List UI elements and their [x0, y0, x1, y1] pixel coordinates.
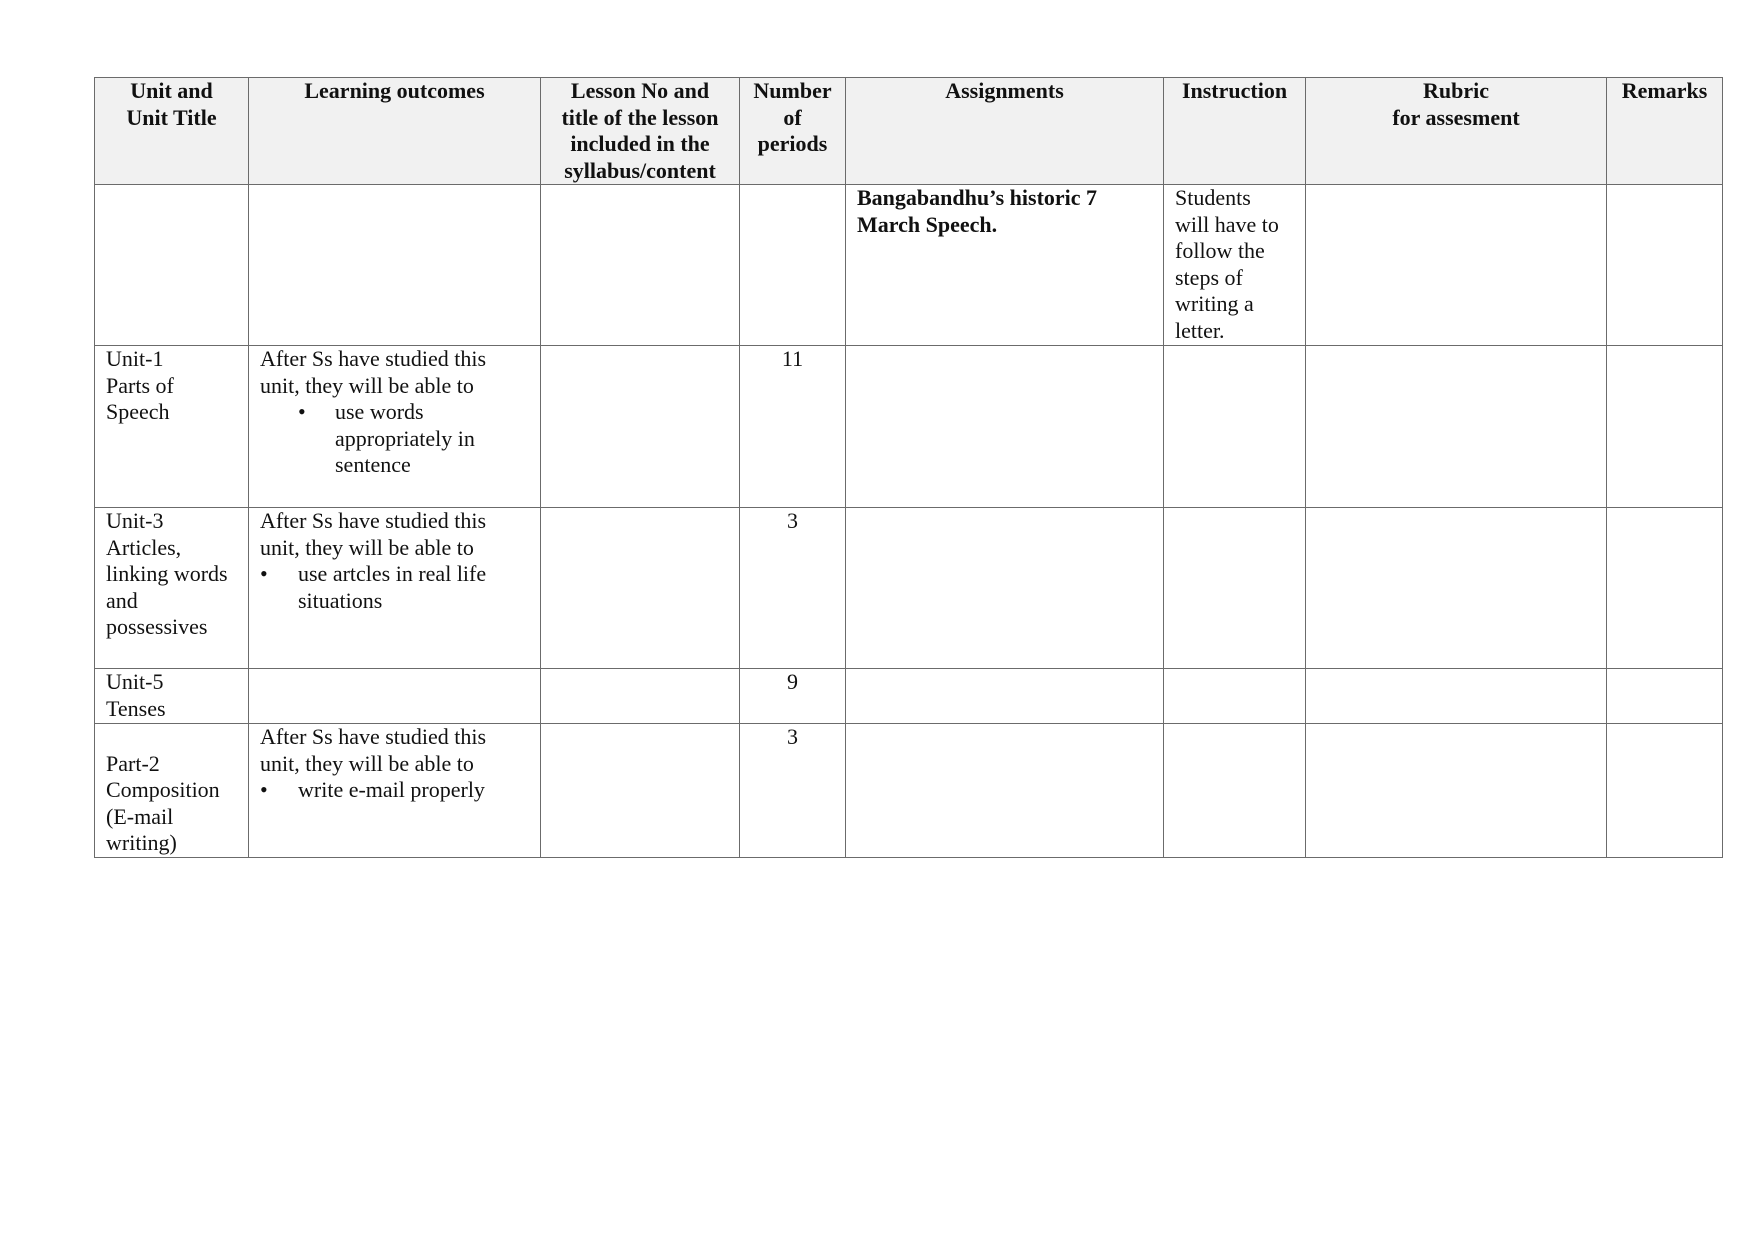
periods-cell: [740, 724, 846, 858]
periods-value: 9: [787, 669, 798, 694]
outcome-text: unit, they will be able to: [260, 750, 474, 776]
assignment-text: Bangabandhu’s historic 7: [857, 185, 1098, 210]
periods-cell: [740, 508, 846, 669]
remarks-cell: [1607, 346, 1723, 508]
assignment-cell: [846, 508, 1164, 669]
header-text: Instruction: [1181, 78, 1288, 103]
lesson-cell: [541, 508, 740, 669]
header-text: of: [783, 104, 802, 130]
instruction-cell: [1164, 346, 1306, 508]
rubric-cell: [1306, 669, 1607, 724]
outcome-bullet-text: situations: [298, 587, 383, 613]
header-text: Remarks: [1621, 78, 1708, 103]
header-text: Unit Title: [126, 104, 217, 130]
outcome-text: unit, they will be able to: [260, 372, 474, 398]
periods-value: 3: [787, 724, 798, 749]
header-lesson: [541, 78, 740, 185]
unit-text: (E-mail: [106, 803, 174, 829]
instruction-text: Students: [1175, 185, 1251, 210]
outcome-text: After Ss have studied this: [260, 508, 487, 533]
lesson-cell: [541, 185, 740, 346]
outcome-bullet: [260, 399, 529, 479]
remarks-cell: [1607, 508, 1723, 669]
outcome-bullet-list: [260, 561, 529, 614]
remarks-cell: [1607, 669, 1723, 724]
outcome-cell: [249, 669, 541, 724]
outcome-bullet-list: [260, 399, 529, 479]
unit-cell: [95, 185, 249, 346]
unit-text: linking words: [106, 561, 228, 586]
outcome-bullet: [260, 777, 529, 804]
outcome-text: After Ss have studied this: [260, 724, 487, 749]
remarks-cell: [1607, 724, 1723, 858]
header-text: periods: [757, 131, 828, 156]
table-row: [95, 669, 1723, 724]
header-assignments: [846, 78, 1164, 185]
remarks-cell: [1607, 185, 1723, 346]
bullet-icon: •: [260, 561, 268, 586]
header-remarks: [1607, 78, 1723, 185]
outcome-text: After Ss have studied this: [260, 346, 487, 371]
lesson-cell: [541, 724, 740, 858]
outcome-bullet-text: use words: [335, 399, 424, 424]
unit-text: Unit-1: [106, 346, 164, 371]
outcome-cell: [249, 724, 541, 858]
periods-cell: [740, 669, 846, 724]
outcome-bullet-text: use artcles in real life: [298, 561, 487, 586]
header-text: Lesson No and: [570, 78, 710, 103]
periods-cell: [740, 185, 846, 346]
periods-cell: [740, 346, 846, 508]
instruction-cell: [1164, 508, 1306, 669]
table-row: [95, 508, 1723, 669]
rubric-cell: [1306, 724, 1607, 858]
outcome-bullet-list: [260, 777, 529, 804]
header-instruction: [1164, 78, 1306, 185]
header-text: Unit and: [130, 78, 213, 103]
bullet-icon: •: [298, 399, 306, 424]
assignment-text: March Speech.: [857, 211, 998, 237]
unit-spacer: [106, 724, 237, 751]
instruction-cell: [1164, 724, 1306, 858]
header-text: Assignments: [945, 78, 1064, 103]
header-row: [95, 78, 1723, 185]
outcome-bullet-text: write e-mail properly: [298, 777, 485, 802]
unit-text: possessives: [106, 614, 208, 639]
assignment-cell: [846, 669, 1164, 724]
lesson-cell: [541, 669, 740, 724]
lesson-cell: [541, 346, 740, 508]
header-unit: [95, 78, 249, 185]
header-text: Number: [753, 78, 832, 103]
unit-text: Parts of: [106, 372, 174, 398]
outcome-cell: [249, 185, 541, 346]
rubric-cell: [1306, 346, 1607, 508]
table-row: [95, 724, 1723, 858]
periods-value: 3: [787, 508, 798, 533]
unit-text: Articles,: [106, 534, 182, 560]
assignment-cell: [846, 724, 1164, 858]
unit-text: Unit-3: [106, 508, 164, 533]
header-text: syllabus/content: [564, 157, 716, 183]
unit-cell: [95, 724, 249, 858]
unit-cell: [95, 508, 249, 669]
unit-text: Part-2: [106, 750, 160, 776]
bullet-icon: •: [260, 777, 268, 802]
unit-cell: [95, 346, 249, 508]
instruction-cell: [1164, 185, 1306, 346]
header-learning-outcomes: [249, 78, 541, 185]
lesson-plan-table: [94, 77, 1723, 858]
outcome-bullet-text: appropriately in: [335, 425, 475, 451]
outcome-text: unit, they will be able to: [260, 534, 474, 560]
unit-text: and: [106, 587, 138, 613]
instruction-text: writing a: [1175, 291, 1254, 316]
header-text: included in the: [570, 131, 710, 156]
header-text: Rubric: [1423, 78, 1489, 103]
unit-cell: [95, 669, 249, 724]
instruction-text: will have to: [1175, 211, 1279, 237]
outcome-bullet-text: sentence: [335, 452, 411, 477]
header-rubric: [1306, 78, 1607, 185]
instruction-text: steps of: [1175, 264, 1243, 290]
rubric-cell: [1306, 185, 1607, 346]
periods-value: 11: [781, 346, 804, 371]
outcome-bullet: [260, 561, 529, 614]
unit-text: Speech: [106, 399, 170, 424]
rubric-cell: [1306, 508, 1607, 669]
instruction-cell: [1164, 669, 1306, 724]
unit-text: writing): [106, 830, 177, 855]
instruction-text: follow the: [1175, 238, 1265, 263]
header-periods: [740, 78, 846, 185]
table-row: [95, 346, 1723, 508]
assignment-cell: [846, 346, 1164, 508]
outcome-cell: [249, 346, 541, 508]
unit-text: Tenses: [106, 695, 166, 721]
instruction-text: letter.: [1175, 317, 1225, 343]
assignment-cell: [846, 185, 1164, 346]
header-text: for assesment: [1392, 104, 1520, 130]
table-row: [95, 185, 1723, 346]
unit-text: Composition: [106, 777, 220, 802]
outcome-cell: [249, 508, 541, 669]
header-text: title of the lesson: [561, 104, 719, 130]
header-text: Learning outcomes: [304, 78, 485, 103]
unit-text: Unit-5: [106, 669, 164, 694]
